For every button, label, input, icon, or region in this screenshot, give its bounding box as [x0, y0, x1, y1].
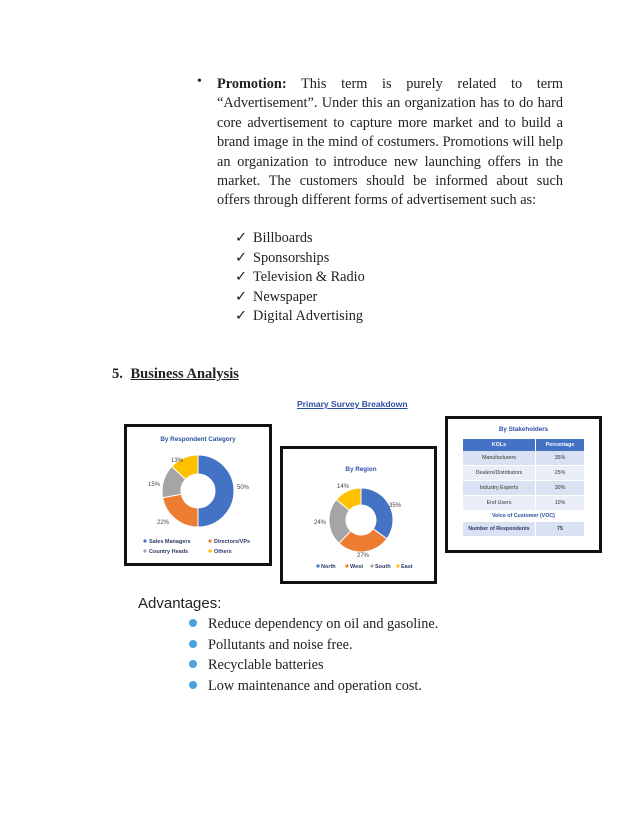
bullet-icon — [189, 681, 197, 689]
stakeholders-table — [463, 439, 584, 536]
legend-label: Sales Managers — [149, 539, 191, 545]
section-number: 5. — [112, 366, 123, 382]
bullet-icon — [189, 640, 197, 648]
donut-region — [329, 488, 393, 552]
advertisement-form-list — [235, 229, 365, 327]
respondent-category-panel — [124, 424, 272, 566]
list-item: Reduce dependency on oil and gasoline. — [189, 614, 438, 635]
table-row — [463, 496, 584, 511]
slice-label: 22% — [157, 520, 170, 526]
slice-label: 13% — [171, 458, 184, 464]
promotion-term: Promotion: — [217, 76, 287, 92]
advantages-list — [189, 614, 438, 696]
promotion-bullet: • — [197, 74, 202, 89]
promotion-text-rest: “Advertisement”. Under this an organization has to do hard core advertisement to capture more market and to build a brand image in the mind of costumers. Promotions will help an organization to introduce new launching offers in the market. The customers should be informed about such offers through different forms of advertisement such as: — [217, 95, 563, 209]
table-header-row — [463, 439, 584, 451]
respondent-category-chart — [127, 427, 269, 563]
slice-label: 35% — [389, 503, 402, 509]
promotion-text-line1: This term is purely related to term — [286, 76, 563, 92]
section-title: Business Analysis — [130, 366, 239, 382]
voc-label: Number of Respondents — [463, 522, 536, 536]
legend-label: North — [321, 564, 336, 570]
chart-legend — [316, 564, 412, 570]
table-title: By Stakeholders — [498, 426, 549, 433]
table-cell: Dealers/Distributors — [463, 466, 536, 481]
list-item: ✓ Billboards — [235, 229, 365, 249]
list-item: ✓ Television & Radio — [235, 268, 365, 288]
table-header-cell: KOLs — [463, 439, 536, 451]
legend-swatch — [316, 564, 319, 567]
table-cell: 25% — [536, 466, 585, 481]
table-cell: End Users — [463, 496, 536, 511]
figure-title: Primary Survey Breakdown — [297, 399, 408, 409]
slice-label: 27% — [357, 553, 370, 559]
region-panel — [280, 446, 437, 584]
table-cell: 30% — [536, 481, 585, 496]
table-cell: 10% — [554, 500, 566, 506]
legend-swatch — [370, 564, 373, 567]
list-item: ✓ Digital Advertising — [235, 307, 365, 327]
legend-swatch — [208, 549, 211, 552]
check-icon: ✓ — [235, 269, 247, 286]
chart-title: By Region — [345, 466, 377, 473]
bullet-icon — [189, 660, 197, 668]
legend-swatch — [143, 539, 146, 542]
donut-respondent — [162, 455, 234, 527]
table-row — [463, 466, 584, 481]
voc-row — [463, 522, 584, 536]
legend-swatch — [396, 564, 399, 567]
legend-swatch — [143, 549, 146, 552]
voc-title: Voice of Customer (VOC) — [492, 513, 555, 519]
stakeholders-panel — [445, 416, 602, 553]
list-item: ✓ Newspaper — [235, 288, 365, 308]
slice-label: 15% — [148, 482, 161, 488]
donut-slice-sales-managers — [198, 455, 234, 527]
legend-label: Directors/VPs — [214, 539, 251, 545]
table-header-cell: Percentage — [545, 442, 575, 448]
list-item: ✓ Sponsorships — [235, 249, 365, 269]
chart-legend — [143, 539, 250, 555]
legend-swatch — [208, 539, 211, 542]
slice-label: 50% — [237, 485, 250, 491]
check-icon: ✓ — [235, 230, 247, 246]
legend-label: Others — [214, 549, 232, 555]
voc-title-row — [463, 510, 584, 522]
slice-label: 14% — [337, 484, 350, 490]
region-chart — [283, 449, 434, 581]
slice-label: 24% — [314, 520, 327, 526]
legend-label: West — [350, 564, 364, 570]
advantages-title: Advantages: — [138, 595, 222, 612]
legend-swatch — [345, 564, 348, 567]
bullet-icon — [189, 619, 197, 627]
list-item: Recyclable batteries — [189, 655, 438, 676]
legend-label: Country Heads — [149, 549, 189, 555]
table-cell: Manufacturers — [463, 451, 536, 466]
legend-label: South — [375, 564, 391, 570]
check-icon: ✓ — [235, 288, 247, 305]
promotion-paragraph — [217, 75, 563, 211]
check-icon: ✓ — [235, 308, 247, 325]
section-heading — [112, 366, 239, 383]
legend-label: East — [401, 564, 413, 570]
table-cell: 35% — [536, 451, 585, 466]
list-item: Low maintenance and operation cost. — [189, 676, 438, 697]
chart-title: By Respondent Category — [160, 436, 236, 443]
voc-value: 75 — [557, 526, 563, 532]
list-item: Pollutants and noise free. — [189, 635, 438, 656]
table-cell: Industry Experts — [463, 481, 536, 496]
table-row — [463, 451, 584, 466]
table-row — [463, 481, 584, 496]
check-icon: ✓ — [235, 249, 247, 266]
